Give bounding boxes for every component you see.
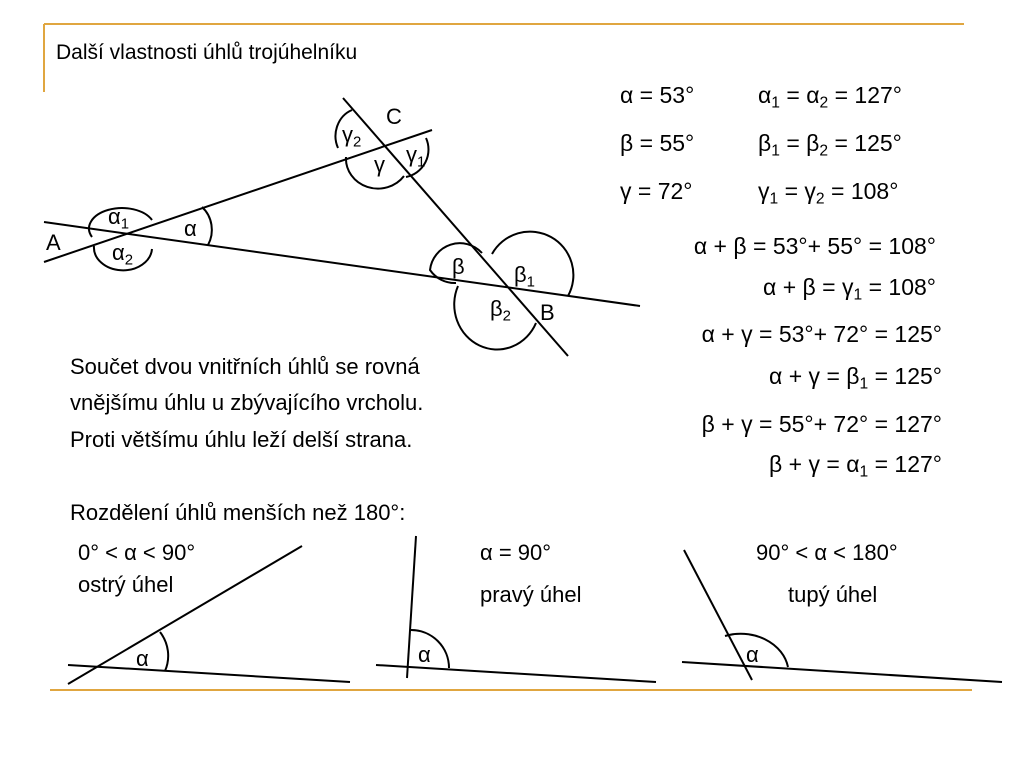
- beta-gamma-result: $\beta + \gamma = \alpha_1 = 127^\circ$: [769, 451, 942, 481]
- gamma2-label: $\gamma_2$: [342, 122, 362, 151]
- line-ab: [44, 222, 640, 306]
- beta-gamma-calc: β + γ = 55°+ 72° = 127°: [701, 411, 942, 437]
- right-range: α = 90°: [480, 540, 552, 565]
- right-ray-1: [376, 665, 656, 682]
- alpha-exterior-equation: $\alpha_1 = \alpha_2 = 127^\circ$: [758, 82, 903, 112]
- alpha-beta-result: $\alpha + \beta = \gamma_1 = 108^\circ$: [763, 274, 936, 304]
- alpha2-label: $\alpha_2$: [112, 240, 134, 269]
- obtuse-ray-2: [684, 550, 752, 680]
- vertex-b-label: B: [540, 300, 555, 325]
- gamma-exterior-equation: $\gamma_1 = \gamma_2 = 108^\circ$: [758, 178, 899, 208]
- alpha-beta-calc: α + β = 53°+ 55° = 108°: [693, 233, 936, 259]
- alpha-gamma-result: $\alpha + \gamma = \beta_1 = 125^\circ$: [769, 363, 942, 393]
- right-alpha-label: α: [418, 642, 431, 667]
- acute-alpha-label: α: [136, 646, 149, 671]
- arc-alpha: [202, 207, 212, 245]
- acute-range: 0° < α < 90°: [78, 540, 196, 565]
- alpha-label: α: [184, 216, 197, 241]
- division-heading: Rozdělení úhlů menších než 180°:: [70, 500, 406, 525]
- rule-line-3: Proti většímu úhlu leží delší strana.: [70, 427, 413, 452]
- beta2-label: $\beta_2$: [490, 296, 511, 325]
- beta-value: β = 55°: [620, 130, 695, 156]
- line-ac: [44, 130, 432, 269]
- gamma-value: γ = 72°: [620, 178, 693, 204]
- gamma-label: γ: [374, 152, 385, 177]
- rule-line-2: vnějšímu úhlu u zbývajícího vrcholu.: [70, 390, 424, 415]
- acute-angle-figure: [68, 546, 350, 684]
- right-ray-2: [407, 536, 416, 678]
- acute-ray-1: [68, 665, 350, 682]
- right-name: pravý úhel: [480, 582, 582, 607]
- alpha1-label: $\alpha_1$: [108, 204, 130, 233]
- obtuse-range: 90° < α < 180°: [756, 540, 898, 565]
- obtuse-alpha-label: α: [746, 642, 759, 667]
- alpha-gamma-calc: α + γ = 53°+ 72° = 125°: [701, 321, 942, 347]
- beta-exterior-equation: $\beta_1 = \beta_2 = 125^\circ$: [758, 130, 902, 160]
- vertex-a-label: A: [46, 230, 61, 255]
- gamma1-label: $\gamma_1$: [406, 142, 426, 171]
- acute-ray-2: [68, 546, 302, 684]
- obtuse-ray-1: [682, 662, 1002, 682]
- obtuse-angle-figure: [682, 550, 1002, 682]
- page-title: Další vlastnosti úhlů trojúhelníku: [56, 41, 358, 64]
- vertex-c-label: C: [386, 104, 402, 129]
- alpha-value: α = 53°: [620, 82, 695, 108]
- beta1-label: $\beta_1$: [514, 262, 535, 291]
- rule-line-1: Součet dvou vnitřních úhlů se rovná: [70, 354, 420, 379]
- obtuse-name: tupý úhel: [788, 582, 878, 607]
- beta-label: β: [452, 254, 465, 279]
- acute-name: ostrý úhel: [78, 572, 174, 597]
- acute-arc: [160, 632, 168, 671]
